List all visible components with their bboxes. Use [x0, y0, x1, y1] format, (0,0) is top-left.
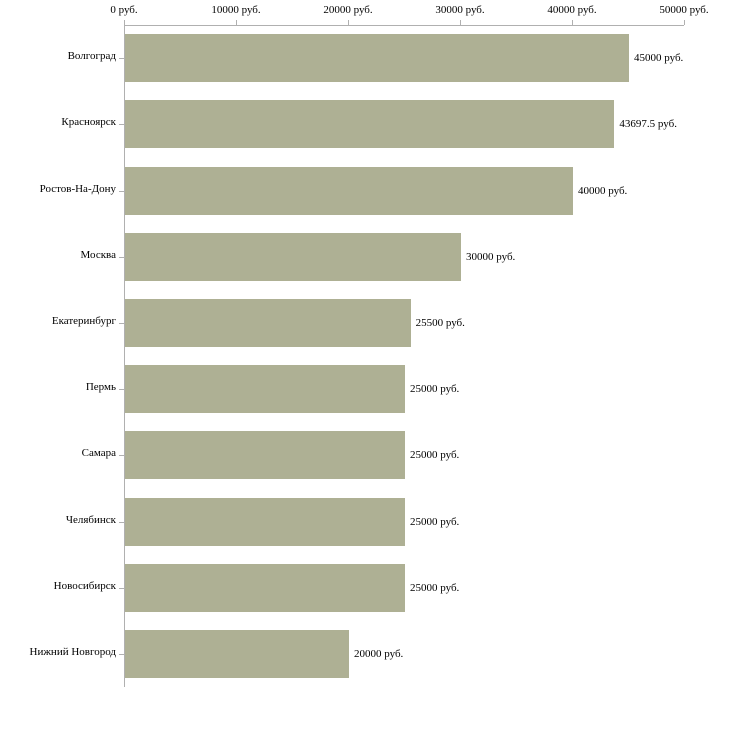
y-tick-mark — [119, 654, 124, 655]
bar[interactable] — [125, 34, 629, 82]
bar[interactable] — [125, 564, 405, 612]
bar-value-label: 25500 руб. — [415, 316, 465, 329]
bar[interactable] — [125, 365, 405, 413]
y-axis-label-text: Волгоград — [67, 50, 116, 63]
y-tick-mark — [119, 58, 124, 59]
bar-value-label: 43697.5 руб. — [619, 118, 677, 131]
y-tick-mark — [119, 191, 124, 192]
y-tick-mark — [119, 124, 124, 125]
bar[interactable] — [125, 498, 405, 546]
x-tick-label: 0 руб. — [110, 4, 138, 16]
bar-value-label: 25000 руб. — [410, 515, 460, 528]
y-axis-label-text: Новосибирск — [53, 579, 116, 592]
y-tick-mark — [119, 455, 124, 456]
bar-value-label: 25000 руб. — [410, 383, 460, 396]
x-axis-line — [124, 25, 684, 26]
y-axis-label-text: Пермь — [85, 381, 116, 394]
bar[interactable] — [125, 100, 614, 148]
plot-area — [29, 4, 709, 687]
y-axis-label-text: Самара — [81, 447, 116, 460]
y-axis-label-text: Екатеринбург — [51, 314, 116, 327]
y-tick-mark — [119, 257, 124, 258]
bar[interactable] — [125, 299, 411, 347]
x-tick-label: 10000 руб. — [211, 4, 261, 16]
x-tick-label: 50000 руб. — [659, 4, 709, 16]
y-tick-mark — [119, 588, 124, 589]
x-tick-mark — [348, 20, 349, 25]
y-axis-label-text: Челябинск — [65, 513, 116, 526]
bar-value-label: 45000 руб. — [634, 52, 684, 65]
bar[interactable] — [125, 630, 349, 678]
y-axis-label-text: Нижний Новгород — [29, 645, 116, 658]
y-axis-label-text: Красноярск — [61, 116, 116, 129]
bar-value-label: 25000 руб. — [410, 581, 460, 594]
x-tick-mark — [572, 20, 573, 25]
x-tick-label: 20000 руб. — [323, 4, 373, 16]
bar-value-label: 25000 руб. — [410, 449, 460, 462]
x-tick-label: 30000 руб. — [435, 4, 485, 16]
bar-value-label: 20000 руб. — [354, 647, 404, 660]
y-tick-mark — [119, 323, 124, 324]
bar-value-label: 40000 руб. — [578, 184, 628, 197]
bar[interactable] — [125, 167, 573, 215]
bar-value-label: 30000 руб. — [466, 250, 516, 263]
bar[interactable] — [125, 431, 405, 479]
y-tick-mark — [119, 389, 124, 390]
y-tick-mark — [119, 522, 124, 523]
x-tick-mark — [124, 20, 125, 25]
x-tick-mark — [236, 20, 237, 25]
bar[interactable] — [125, 233, 461, 281]
y-axis-label-text: Москва — [80, 248, 116, 261]
x-tick-mark — [460, 20, 461, 25]
x-tick-label: 40000 руб. — [547, 4, 597, 16]
x-tick-mark — [684, 20, 685, 25]
y-axis-label-text: Ростов-На-Дону — [39, 182, 116, 195]
